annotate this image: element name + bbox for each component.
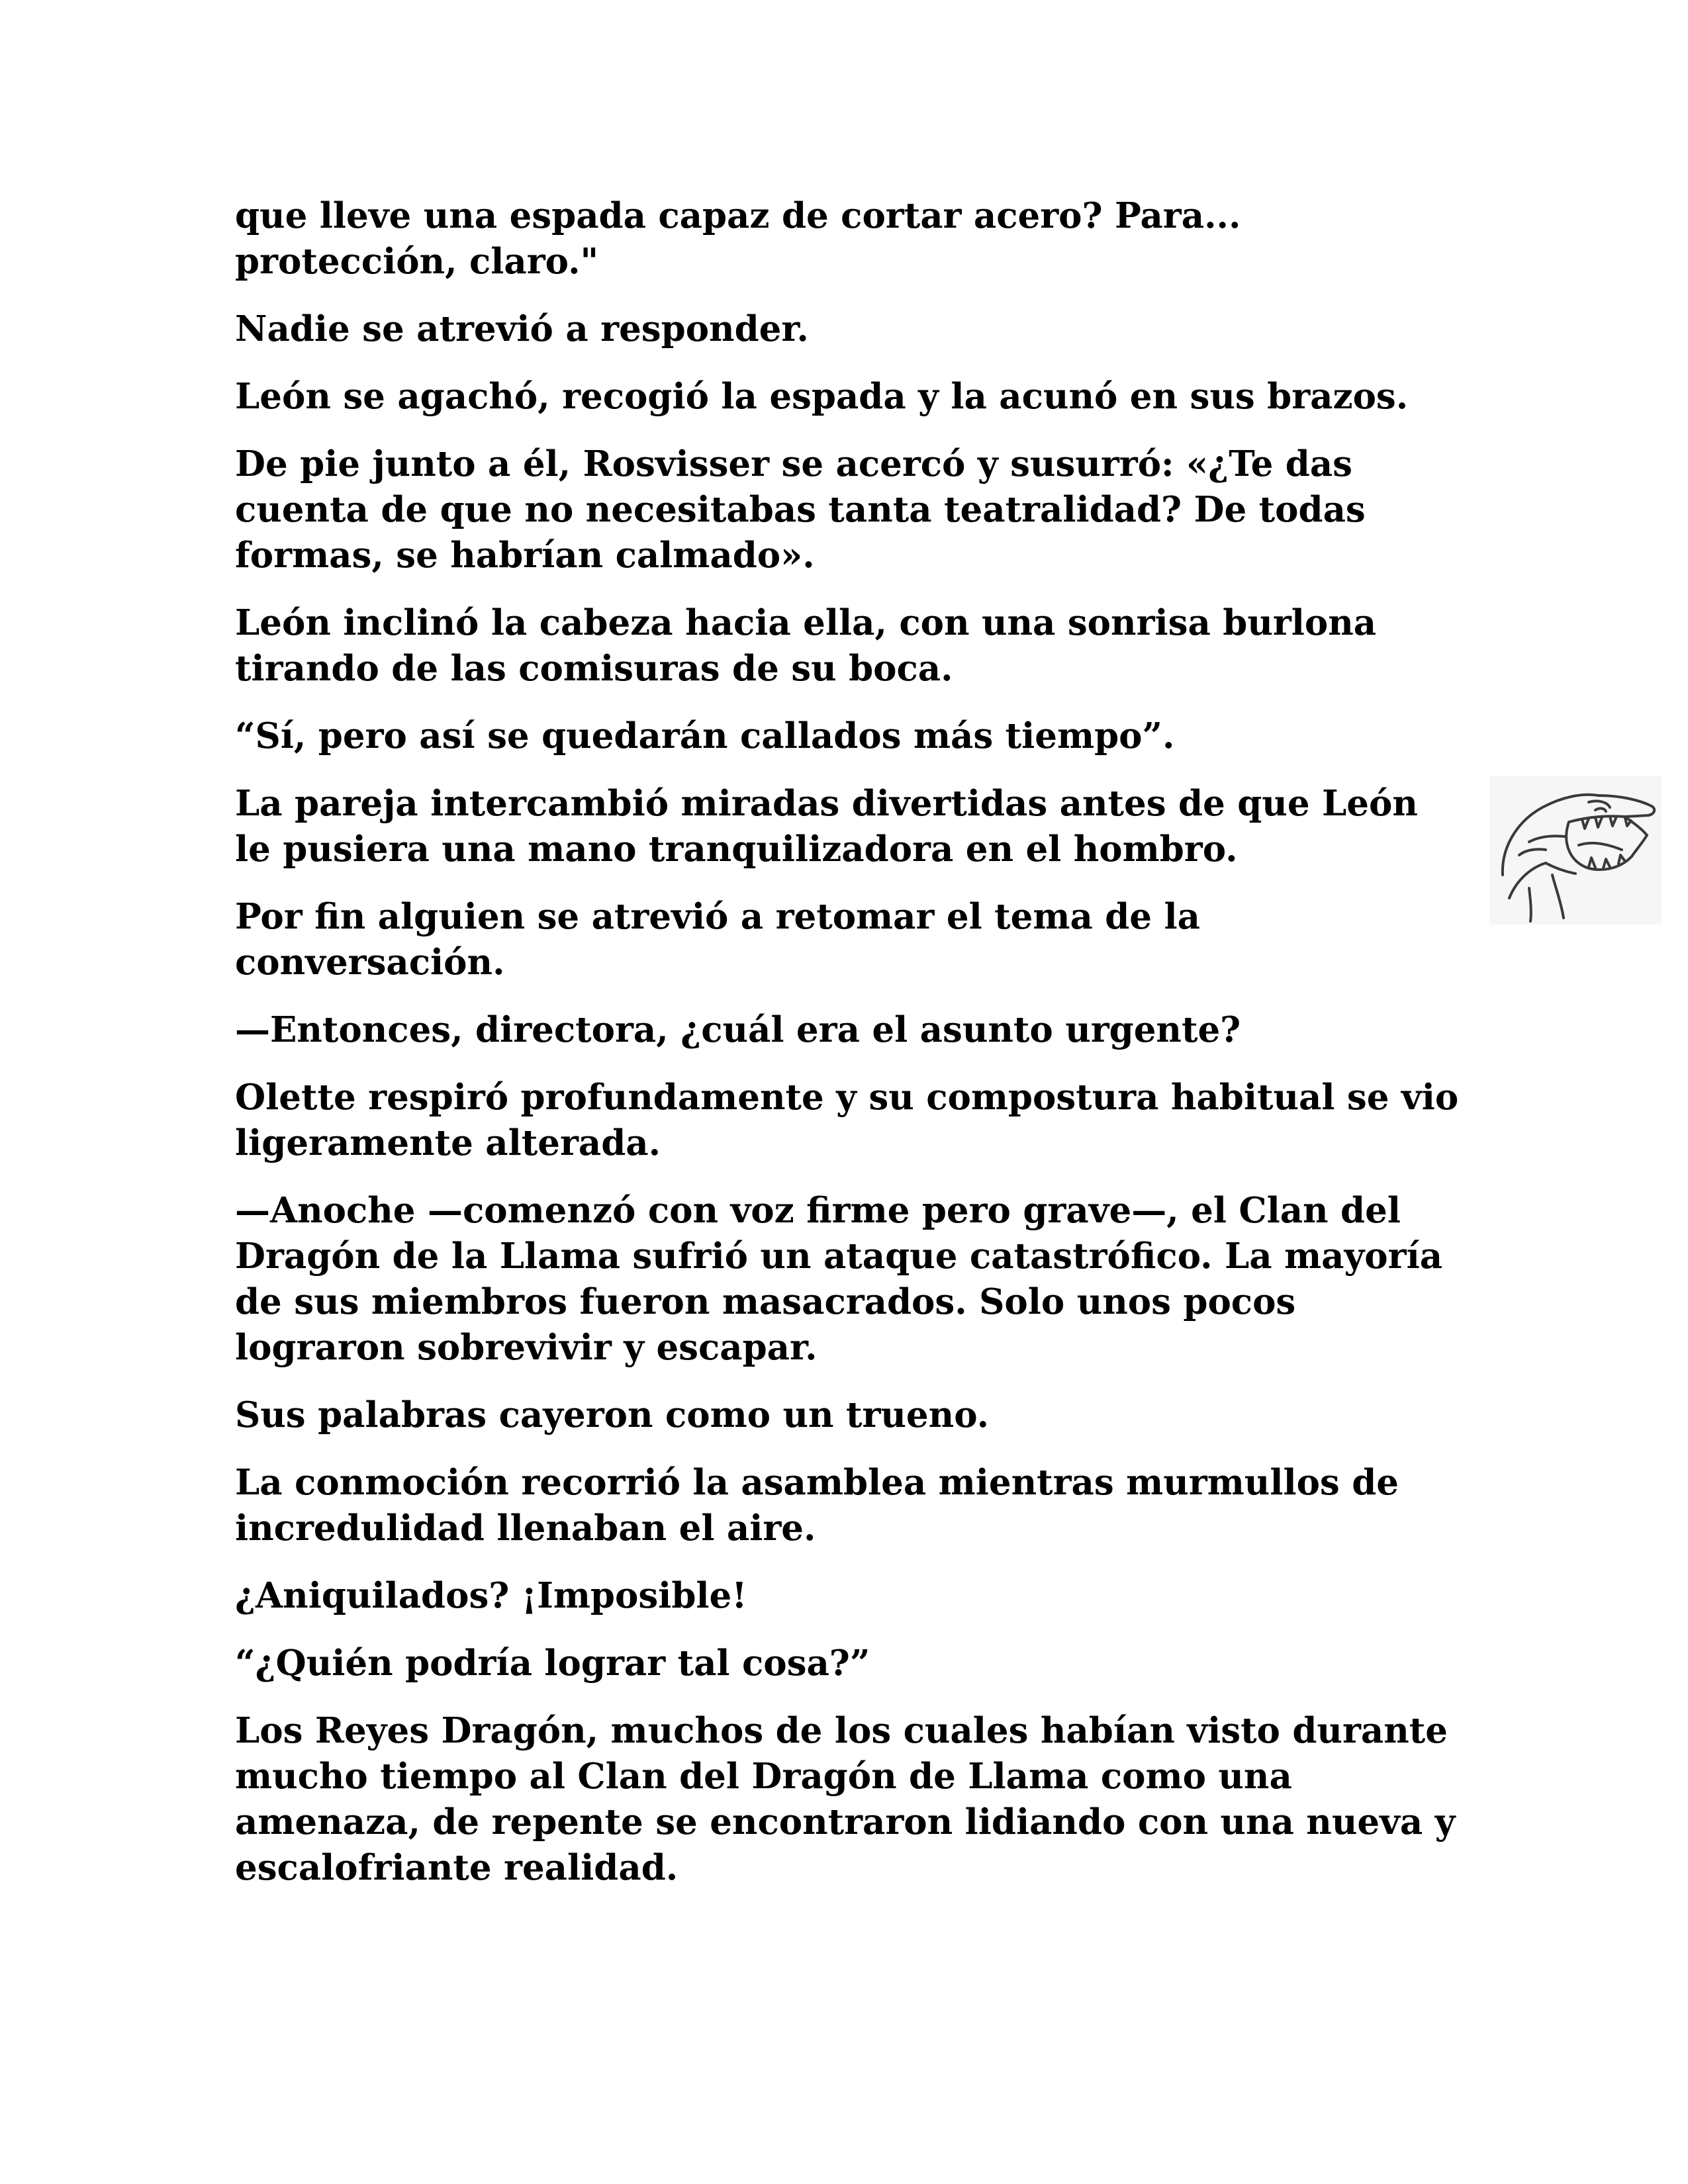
paragraph: Por fin alguien se atrevió a retomar el tema de la conversación. xyxy=(235,896,1200,983)
paragraph: Olette respiró profundamente y su compostura habitual se vio ligeramente alterada. xyxy=(235,1077,1459,1163)
paragraph: León se agachó, recogió la espada y la acunó en sus brazos. xyxy=(235,376,1409,417)
body-text xyxy=(235,193,1460,1913)
paragraph: —Entonces, directora, ¿cuál era el asunto urgente? xyxy=(235,1009,1241,1050)
dinosaur-head-sketch-icon xyxy=(1489,776,1662,925)
paragraph: Sus palabras cayeron como un trueno. xyxy=(235,1394,990,1435)
paragraph: ¿Aniquilados? ¡Imposible! xyxy=(235,1575,747,1616)
paragraph: Nadie se atrevió a responder. xyxy=(235,308,809,349)
paragraph: —Anoche —comenzó con voz firme pero grave—, el Clan del Dragón de la Llama sufrió un ataque catastrófico. La mayoría de sus miembros fueron masacrados. Solo unos pocos lograron sobrevivir y escapar. xyxy=(235,1190,1443,1368)
paragraph: De pie junto a él, Rosvisser se acercó y susurró: «¿Te das cuenta de que no necesitabas tanta teatralidad? De todas formas, se habrían calmado». xyxy=(235,443,1366,576)
paragraph: “Sí, pero así se quedarán callados más tiempo”. xyxy=(235,715,1175,756)
paragraph: León inclinó la cabeza hacia ella, con una sonrisa burlona tirando de las comisuras de su boca. xyxy=(235,602,1377,689)
paragraph: Los Reyes Dragón, muchos de los cuales habían visto durante mucho tiempo al Clan del Dragón de Llama como una amenaza, de repente se encontraron lidiando con una nueva y escalofriante realidad. xyxy=(235,1710,1456,1888)
paragraph: “¿Quién podría lograr tal cosa?” xyxy=(235,1643,870,1684)
paragraph: La pareja intercambió miradas divertidas antes de que León le pusiera una mano tranquilizadora en el hombro. xyxy=(235,783,1418,870)
paragraph: La conmoción recorrió la asamblea mientras murmullos de incredulidad llenaban el aire. xyxy=(235,1462,1399,1549)
paragraph: que lleve una espada capaz de cortar acero? Para... protección, claro." xyxy=(235,195,1241,282)
